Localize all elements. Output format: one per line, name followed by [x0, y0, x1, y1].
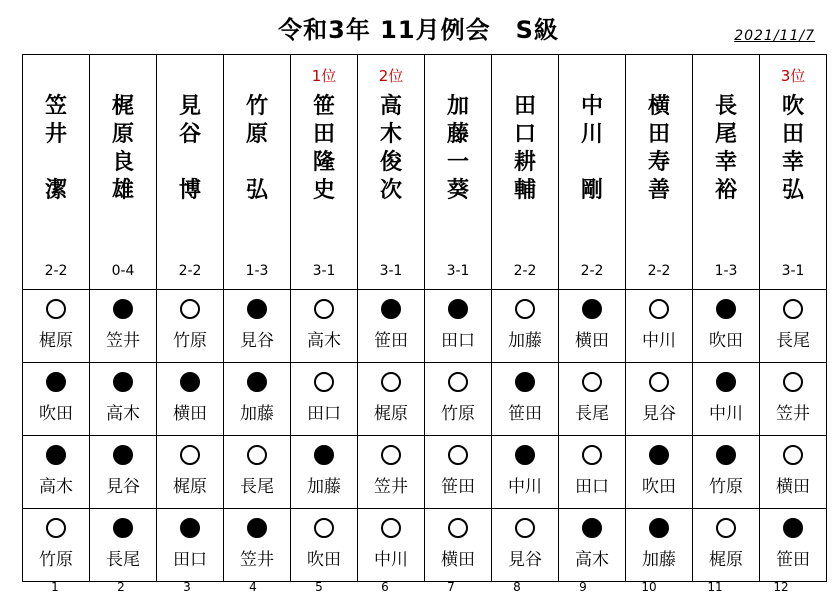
column-number: 2 [117, 580, 125, 594]
opponent-name: 笠井 [374, 477, 408, 497]
column-number: 7 [447, 580, 455, 594]
win-loss-record: 3-1 [446, 263, 470, 279]
game-cell [626, 436, 693, 509]
game-cell [425, 509, 492, 582]
game-cell [559, 363, 626, 436]
opponent-name: 見谷 [508, 550, 542, 570]
black-circle-icon [783, 518, 803, 538]
black-circle-icon [716, 372, 736, 392]
player-header [760, 55, 827, 290]
column-number: 12 [773, 580, 789, 594]
black-circle-icon [582, 518, 602, 538]
player-name: 見 谷 博 [178, 94, 201, 203]
opponent-name: 田口 [307, 404, 341, 424]
opponent-name: 中川 [508, 477, 542, 497]
opponent-name: 見谷 [642, 404, 676, 424]
opponent-name: 高木 [575, 550, 609, 570]
game-cell [224, 509, 291, 582]
player-header [224, 55, 291, 290]
opponent-name: 長尾 [106, 550, 140, 570]
game-cell [23, 436, 90, 509]
white-circle-icon [783, 372, 803, 392]
black-circle-icon [46, 372, 66, 392]
black-circle-icon [716, 445, 736, 465]
black-circle-icon [448, 299, 468, 319]
game-cell [492, 436, 559, 509]
white-circle-icon [515, 299, 535, 319]
black-circle-icon [515, 372, 535, 392]
opponent-name: 加藤 [307, 477, 341, 497]
opponent-name: 笠井 [240, 550, 274, 570]
game-cell [492, 509, 559, 582]
column-number: 8 [513, 580, 521, 594]
opponent-name: 吹田 [307, 550, 341, 570]
opponent-name: 田口 [441, 331, 475, 351]
opponent-name: 笹田 [441, 477, 475, 497]
game-cell [291, 363, 358, 436]
white-circle-icon [582, 372, 602, 392]
player-name: 加 藤 一 葵 [446, 94, 469, 203]
round-row [23, 436, 827, 509]
black-circle-icon [247, 518, 267, 538]
black-circle-icon [113, 445, 133, 465]
column-numbers [22, 580, 814, 594]
white-circle-icon [515, 518, 535, 538]
game-cell [760, 436, 827, 509]
opponent-name: 梶原 [374, 404, 408, 424]
game-cell [23, 509, 90, 582]
black-circle-icon [314, 445, 334, 465]
game-cell [358, 436, 425, 509]
opponent-name: 高木 [39, 477, 73, 497]
player-header [492, 55, 559, 290]
player-header [425, 55, 492, 290]
opponent-name: 笠井 [106, 331, 140, 351]
game-cell [693, 509, 760, 582]
black-circle-icon [46, 445, 66, 465]
white-circle-icon [247, 445, 267, 465]
player-name: 笹 田 隆 史 [312, 94, 335, 203]
player-name: 竹 原 弘 [245, 94, 268, 203]
opponent-name: 竹原 [173, 331, 207, 351]
game-cell [291, 290, 358, 363]
white-circle-icon [381, 445, 401, 465]
win-loss-record: 0-4 [111, 263, 135, 279]
round-row [23, 363, 827, 436]
opponent-name: 梶原 [709, 550, 743, 570]
opponent-name: 中川 [374, 550, 408, 570]
game-cell [626, 509, 693, 582]
game-cell [157, 436, 224, 509]
win-loss-record: 2-2 [580, 263, 604, 279]
opponent-name: 梶原 [39, 331, 73, 351]
game-cell [90, 509, 157, 582]
column-number: 1 [51, 580, 59, 594]
opponent-name: 高木 [307, 331, 341, 351]
player-name: 笠 井 潔 [44, 94, 67, 203]
white-circle-icon [180, 299, 200, 319]
opponent-name: 高木 [106, 404, 140, 424]
game-cell [693, 290, 760, 363]
white-circle-icon [649, 299, 669, 319]
game-cell [626, 290, 693, 363]
rank-label: 3位 [780, 67, 806, 85]
game-cell [224, 436, 291, 509]
black-circle-icon [381, 299, 401, 319]
game-cell [492, 290, 559, 363]
game-cell [157, 509, 224, 582]
white-circle-icon [649, 372, 669, 392]
player-header [626, 55, 693, 290]
game-cell [693, 436, 760, 509]
game-cell [157, 290, 224, 363]
game-cell [559, 290, 626, 363]
rank-label: 2位 [378, 67, 404, 85]
white-circle-icon [381, 372, 401, 392]
black-circle-icon [247, 372, 267, 392]
white-circle-icon [381, 518, 401, 538]
opponent-name: 見谷 [106, 477, 140, 497]
round-row [23, 509, 827, 582]
game-cell [224, 363, 291, 436]
opponent-name: 吹田 [642, 477, 676, 497]
black-circle-icon [113, 518, 133, 538]
black-circle-icon [515, 445, 535, 465]
game-cell [559, 436, 626, 509]
game-cell [358, 290, 425, 363]
white-circle-icon [783, 445, 803, 465]
win-loss-record: 2-2 [44, 263, 68, 279]
player-name: 吹 田 幸 弘 [781, 94, 804, 203]
opponent-name: 竹原 [39, 550, 73, 570]
opponent-name: 竹原 [709, 477, 743, 497]
opponent-name: 長尾 [575, 404, 609, 424]
white-circle-icon [314, 299, 334, 319]
results-table [22, 54, 827, 582]
opponent-name: 中川 [642, 331, 676, 351]
opponent-name: 加藤 [508, 331, 542, 351]
game-cell [760, 509, 827, 582]
game-cell [90, 436, 157, 509]
black-circle-icon [113, 372, 133, 392]
column-number: 4 [249, 580, 257, 594]
game-cell [760, 290, 827, 363]
opponent-name: 吹田 [39, 404, 73, 424]
game-cell [23, 363, 90, 436]
opponent-name: 笠井 [776, 404, 810, 424]
event-date: 2021/11/7 [734, 28, 815, 44]
win-loss-record: 3-1 [312, 263, 336, 279]
white-circle-icon [783, 299, 803, 319]
white-circle-icon [448, 372, 468, 392]
opponent-name: 笹田 [508, 404, 542, 424]
opponent-name: 笹田 [776, 550, 810, 570]
column-number: 9 [579, 580, 587, 594]
player-header [559, 55, 626, 290]
opponent-name: 梶原 [173, 477, 207, 497]
game-cell [492, 363, 559, 436]
opponent-name: 長尾 [776, 331, 810, 351]
opponent-name: 長尾 [240, 477, 274, 497]
page-title: 令和3年 11月例会 S級 [278, 16, 559, 44]
black-circle-icon [716, 299, 736, 319]
win-loss-record: 1-3 [245, 263, 269, 279]
black-circle-icon [649, 445, 669, 465]
win-loss-record: 2-2 [178, 263, 202, 279]
white-circle-icon [314, 372, 334, 392]
game-cell [90, 363, 157, 436]
rank-label: 1位 [311, 67, 337, 85]
game-cell [760, 363, 827, 436]
player-header [693, 55, 760, 290]
game-cell [23, 290, 90, 363]
player-header [23, 55, 90, 290]
player-name: 田 口 耕 輔 [513, 94, 536, 203]
game-cell [358, 509, 425, 582]
white-circle-icon [448, 445, 468, 465]
black-circle-icon [113, 299, 133, 319]
win-loss-record: 2-2 [513, 263, 537, 279]
white-circle-icon [314, 518, 334, 538]
win-loss-record: 2-2 [647, 263, 671, 279]
opponent-name: 横田 [575, 331, 609, 351]
game-cell [224, 290, 291, 363]
white-circle-icon [46, 518, 66, 538]
opponent-name: 笹田 [374, 331, 408, 351]
opponent-name: 中川 [709, 404, 743, 424]
game-cell [358, 363, 425, 436]
player-name: 高 木 俊 次 [379, 94, 402, 203]
column-number: 10 [641, 580, 657, 594]
column-number: 6 [381, 580, 389, 594]
player-name: 横 田 寿 善 [647, 94, 670, 203]
opponent-name: 横田 [173, 404, 207, 424]
opponent-name: 加藤 [240, 404, 274, 424]
column-number: 11 [707, 580, 723, 594]
round-row [23, 290, 827, 363]
player-header-row [23, 55, 827, 290]
column-number: 3 [183, 580, 191, 594]
game-cell [90, 290, 157, 363]
player-header [291, 55, 358, 290]
game-cell [693, 363, 760, 436]
white-circle-icon [448, 518, 468, 538]
player-name: 長 尾 幸 裕 [714, 94, 737, 203]
win-loss-record: 1-3 [714, 263, 738, 279]
white-circle-icon [46, 299, 66, 319]
opponent-name: 竹原 [441, 404, 475, 424]
player-header [90, 55, 157, 290]
opponent-name: 加藤 [642, 550, 676, 570]
game-cell [291, 509, 358, 582]
game-cell [425, 290, 492, 363]
column-number: 5 [315, 580, 323, 594]
opponent-name: 横田 [776, 477, 810, 497]
game-cell [626, 363, 693, 436]
black-circle-icon [649, 518, 669, 538]
opponent-name: 横田 [441, 550, 475, 570]
game-cell [291, 436, 358, 509]
black-circle-icon [247, 299, 267, 319]
game-cell [425, 363, 492, 436]
black-circle-icon [180, 518, 200, 538]
white-circle-icon [716, 518, 736, 538]
white-circle-icon [180, 445, 200, 465]
black-circle-icon [582, 299, 602, 319]
opponent-name: 田口 [173, 550, 207, 570]
game-cell [157, 363, 224, 436]
win-loss-record: 3-1 [379, 263, 403, 279]
game-cell [559, 509, 626, 582]
black-circle-icon [180, 372, 200, 392]
opponent-name: 吹田 [709, 331, 743, 351]
opponent-name: 見谷 [240, 331, 274, 351]
opponent-name: 田口 [575, 477, 609, 497]
player-name: 梶 原 良 雄 [111, 94, 134, 203]
white-circle-icon [582, 445, 602, 465]
win-loss-record: 3-1 [781, 263, 805, 279]
game-cell [425, 436, 492, 509]
player-header [157, 55, 224, 290]
player-header [358, 55, 425, 290]
player-name: 中 川 剛 [580, 94, 603, 203]
